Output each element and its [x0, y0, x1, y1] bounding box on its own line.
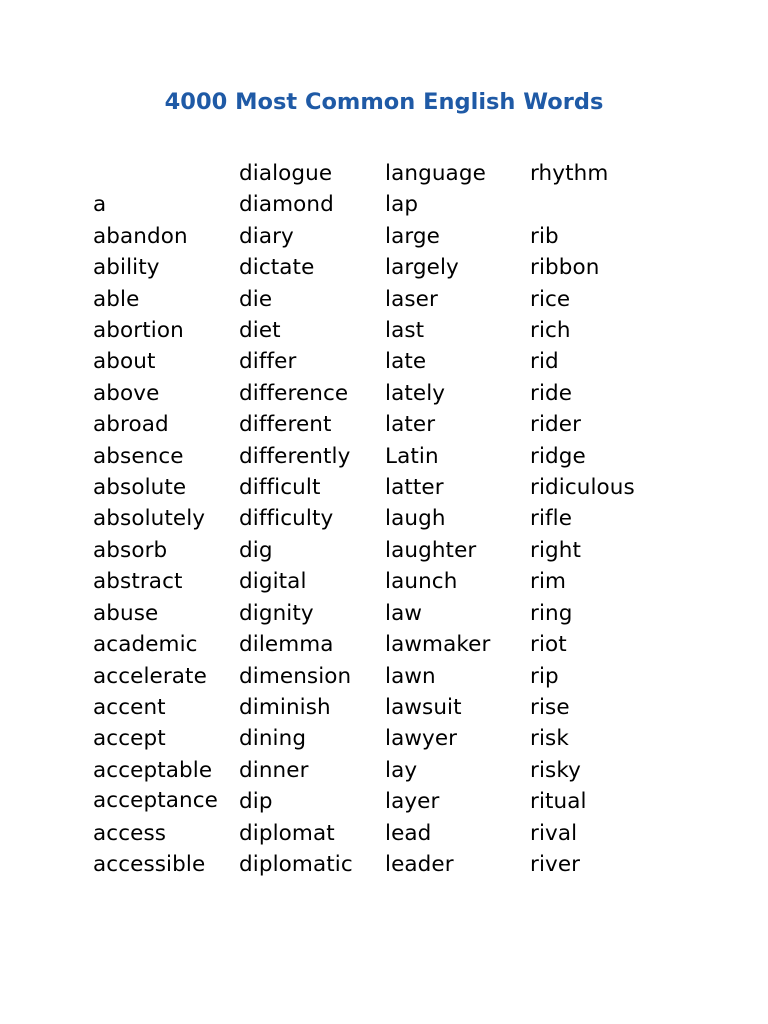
word-cell: lawsuit	[385, 694, 462, 720]
table-row	[88, 786, 672, 817]
table-row	[88, 346, 672, 377]
word-cell: ride	[530, 380, 573, 406]
word-cell: access	[93, 820, 167, 846]
word-cell: rifle	[530, 506, 573, 532]
table-row	[88, 378, 672, 409]
word-cell: lay	[385, 757, 418, 783]
word-cell: differently	[239, 443, 351, 469]
table-row	[88, 315, 672, 346]
word-cell: diamond	[239, 192, 334, 218]
word-cell: acceptance	[93, 788, 218, 814]
table-row	[88, 441, 672, 472]
table-row	[88, 818, 672, 849]
word-cell: diplomat	[239, 820, 335, 846]
word-cell: abortion	[93, 318, 184, 344]
word-cell: accessible	[93, 851, 206, 877]
table-row	[88, 849, 672, 880]
word-table	[88, 158, 672, 880]
word-cell: latter	[385, 475, 444, 501]
word-cell: language	[385, 161, 486, 186]
table-row	[88, 284, 672, 315]
word-cell: lawyer	[385, 726, 458, 752]
word-cell: lawn	[385, 663, 436, 689]
word-cell: academic	[93, 632, 198, 658]
word-cell: digital	[239, 569, 307, 595]
word-cell: largely	[385, 255, 459, 281]
table-row	[88, 661, 672, 692]
word-cell: ability	[93, 255, 160, 281]
table-row	[88, 629, 672, 660]
word-cell: late	[385, 349, 427, 375]
word-cell: law	[385, 600, 423, 626]
word-cell: accept	[93, 726, 166, 752]
word-cell: diet	[239, 318, 281, 344]
word-cell: dimension	[239, 663, 352, 689]
word-cell: absorb	[93, 537, 168, 563]
word-cell: diary	[239, 223, 294, 249]
table-row	[88, 158, 672, 189]
word-cell: river	[530, 851, 581, 877]
word-cell: rival	[530, 820, 578, 846]
word-cell: dictate	[239, 255, 315, 281]
table-row	[88, 189, 672, 220]
word-cell: different	[239, 412, 332, 438]
word-cell: difference	[239, 380, 349, 406]
word-cell: difficult	[239, 475, 321, 501]
word-cell: lead	[385, 820, 432, 846]
word-cell: rib	[530, 223, 559, 249]
word-cell: right	[530, 537, 582, 563]
table-row	[88, 503, 672, 534]
word-cell: able	[93, 286, 140, 312]
word-cell: dilemma	[239, 632, 334, 658]
word-cell: leader	[385, 851, 454, 877]
word-cell: ridge	[530, 443, 586, 469]
word-cell: abstract	[93, 569, 183, 595]
word-cell: risky	[530, 757, 581, 783]
word-cell: lap	[385, 192, 419, 218]
word-cell: rip	[530, 663, 559, 689]
word-cell: accent	[93, 694, 166, 720]
word-cell: rid	[530, 349, 559, 375]
word-cell: dining	[239, 726, 307, 752]
word-cell: dig	[239, 537, 273, 563]
word-cell: ritual	[530, 789, 587, 815]
table-row	[88, 252, 672, 283]
word-cell: Latin	[385, 443, 439, 469]
word-cell: laughter	[385, 537, 477, 563]
table-row	[88, 723, 672, 754]
word-cell: risk	[530, 726, 569, 752]
word-cell: rider	[530, 412, 582, 438]
word-cell: ridiculous	[530, 475, 635, 501]
table-row	[88, 221, 672, 252]
word-cell: large	[385, 223, 440, 249]
word-cell: rhythm	[530, 161, 609, 186]
word-cell: die	[239, 286, 273, 312]
word-cell: abuse	[93, 600, 159, 626]
word-cell: riot	[530, 632, 567, 658]
word-cell: accelerate	[93, 663, 207, 689]
word-cell: later	[385, 412, 436, 438]
word-cell: dialogue	[239, 161, 333, 186]
table-row	[88, 566, 672, 597]
word-cell: absolutely	[93, 506, 206, 532]
word-cell: above	[93, 380, 160, 406]
word-cell: rice	[530, 286, 571, 312]
table-row	[88, 598, 672, 629]
table-row	[88, 755, 672, 786]
word-cell: a	[93, 192, 107, 218]
table-row	[88, 409, 672, 440]
word-cell: laser	[385, 286, 438, 312]
word-cell	[525, 189, 672, 220]
word-cell: difficulty	[239, 506, 334, 532]
table-row	[88, 692, 672, 723]
word-cell: differ	[239, 349, 297, 375]
word-cell: absence	[93, 443, 184, 469]
word-cell: launch	[385, 569, 458, 595]
word-cell: dignity	[239, 600, 314, 626]
word-cell: abroad	[93, 412, 169, 438]
word-cell: acceptable	[93, 757, 213, 783]
word-cell: laugh	[385, 506, 446, 532]
word-cell: ring	[530, 600, 573, 626]
document-title: 4000 Most Common English Words	[164, 89, 604, 115]
word-table-body	[88, 158, 672, 880]
word-cell: lately	[385, 380, 446, 406]
word-cell: lawmaker	[385, 632, 491, 658]
word-cell: layer	[385, 789, 440, 815]
word-cell: diminish	[239, 694, 331, 720]
word-cell: abandon	[93, 223, 188, 249]
word-cell: rich	[530, 318, 571, 344]
word-cell: ribbon	[530, 255, 600, 281]
word-cell: rise	[530, 694, 570, 720]
word-cell: about	[93, 349, 156, 375]
word-cell: diplomatic	[239, 851, 353, 877]
word-cell: rim	[530, 569, 567, 595]
table-row	[88, 472, 672, 503]
word-cell: last	[385, 318, 425, 344]
table-row	[88, 535, 672, 566]
word-cell	[88, 158, 234, 189]
word-cell: absolute	[93, 475, 187, 501]
word-cell: dinner	[239, 757, 309, 783]
word-cell: dip	[239, 789, 273, 815]
